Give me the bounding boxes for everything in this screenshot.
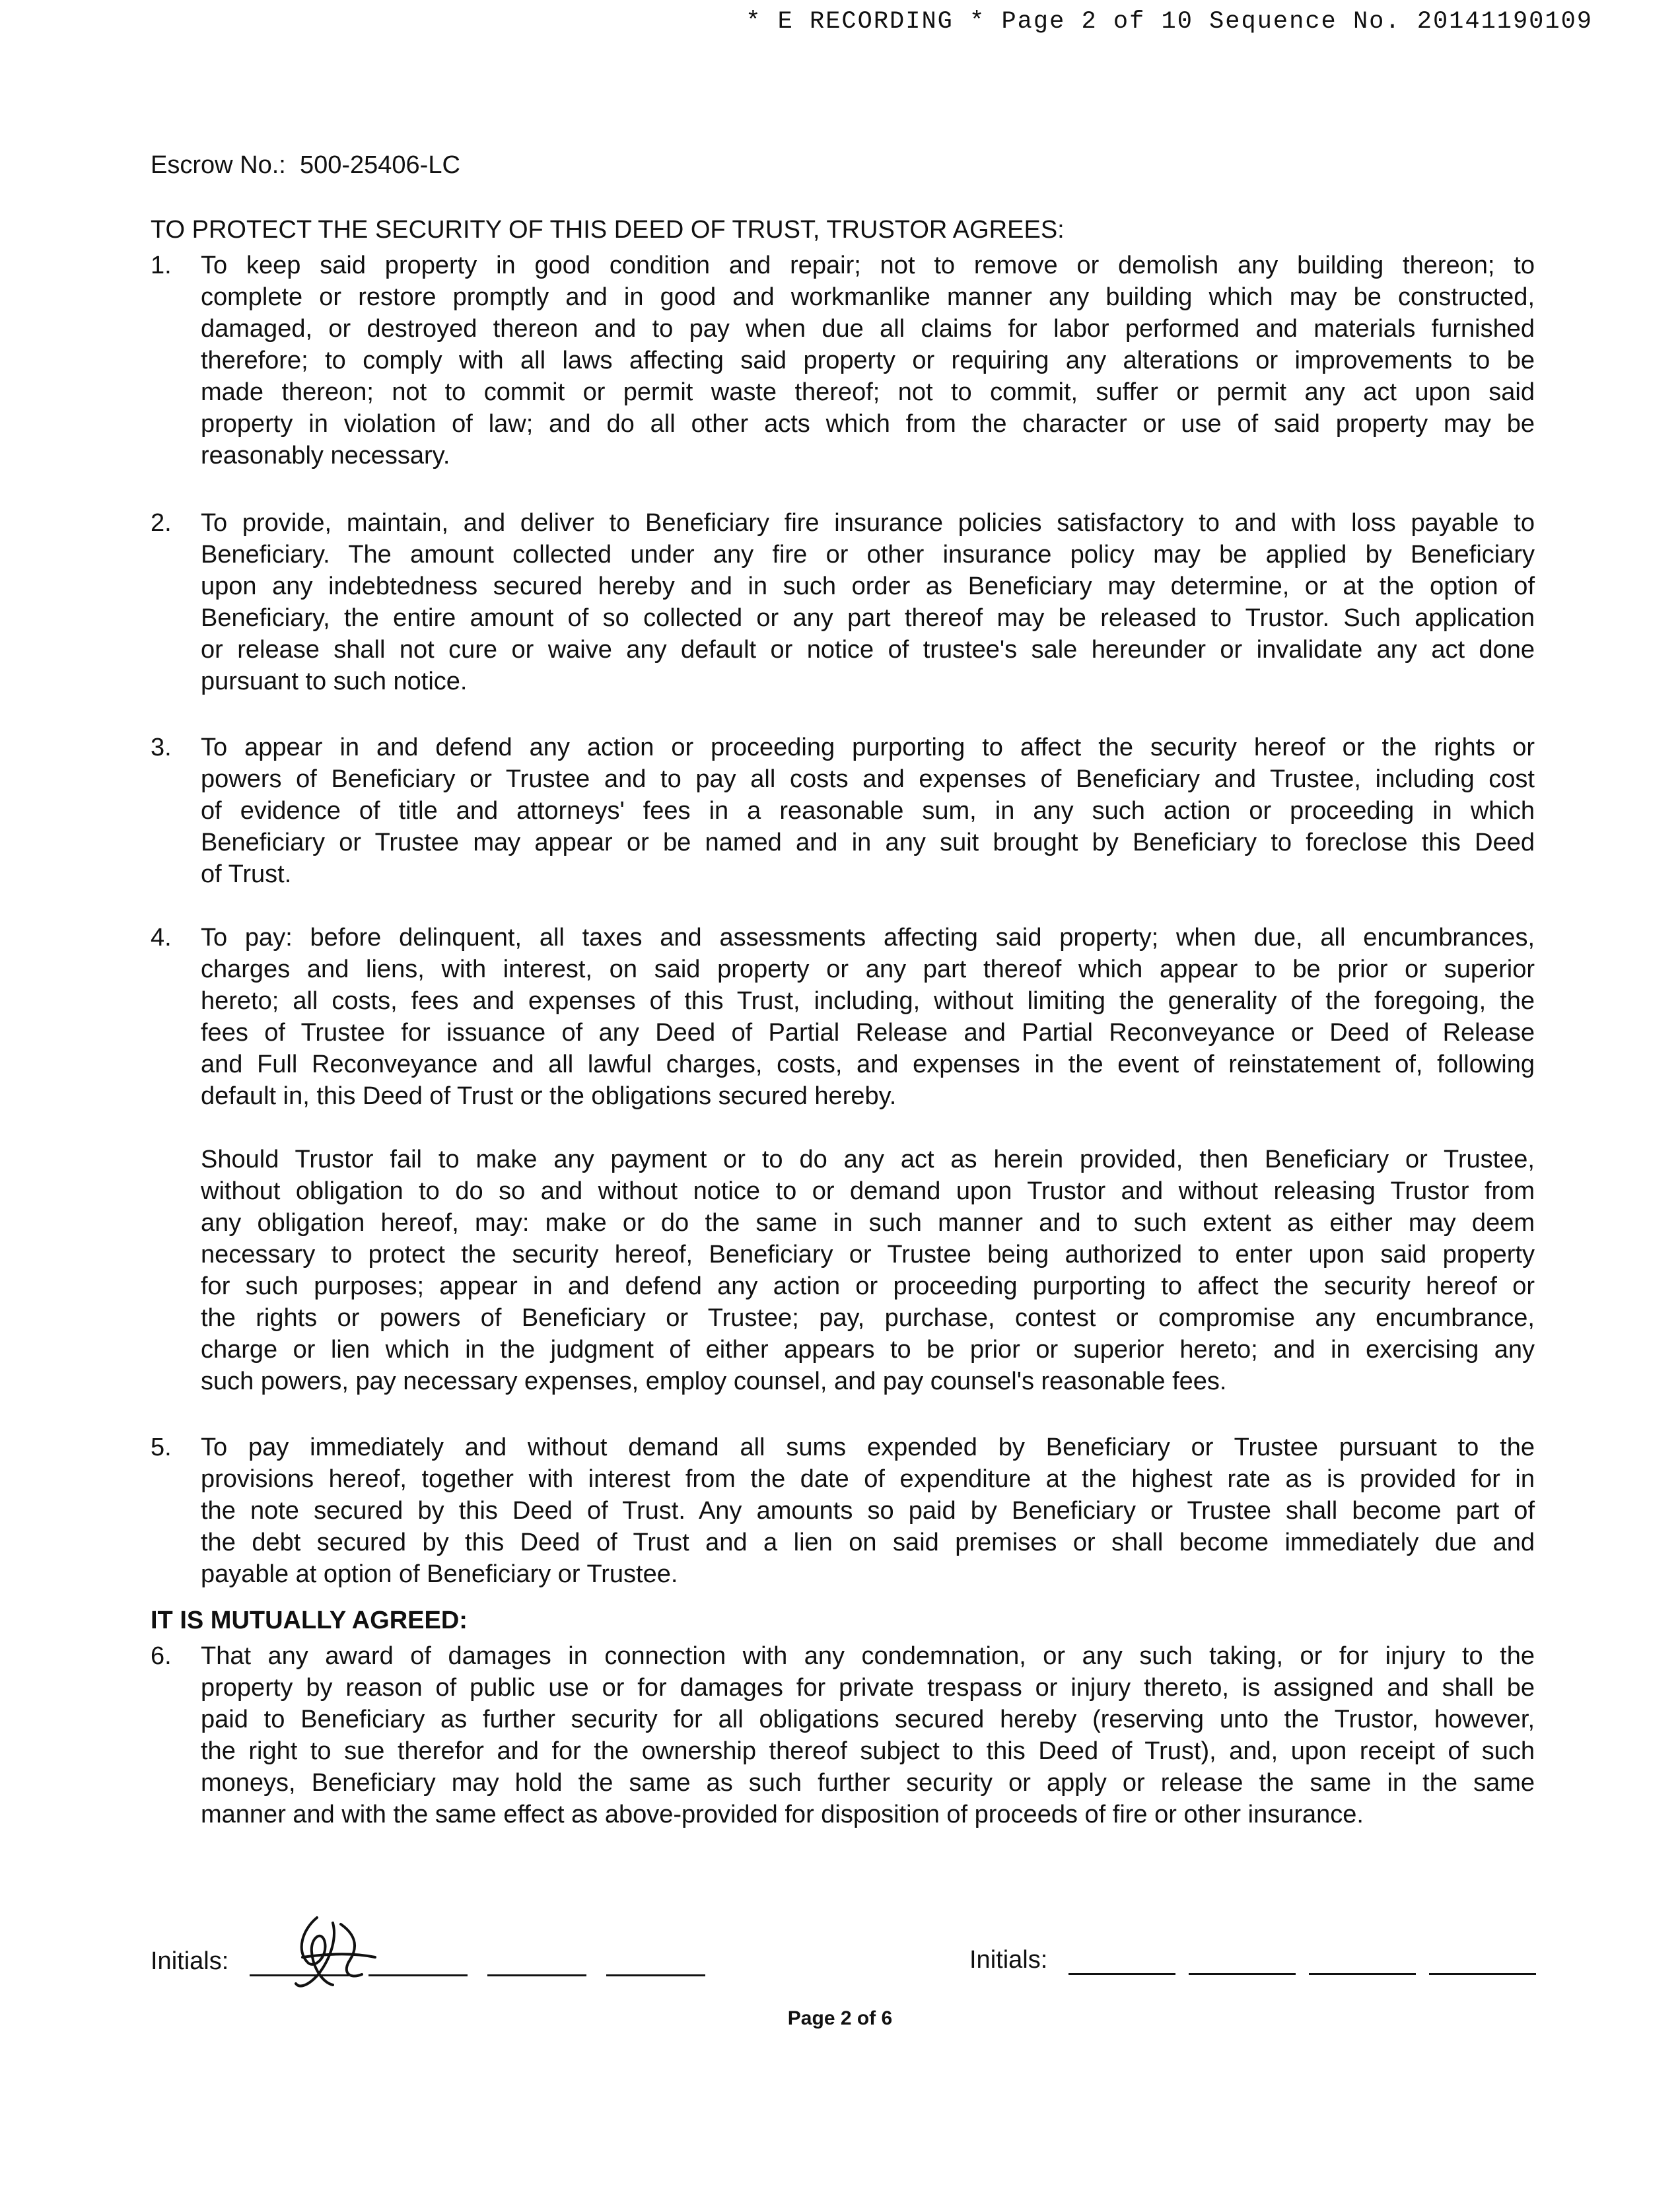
item-line: the rights or powers of Beneficiary or Trustee; pay, purchase, contest or compromise any encumbrance,: [201, 1304, 1535, 1332]
item-number: 2.: [151, 509, 172, 537]
item-line: charge or lien which in the judgment of either appears to be prior or superior hereto; and in exercising any: [201, 1336, 1535, 1364]
initials-blank-right-3[interactable]: [1309, 1973, 1416, 1975]
item-line: Beneficiary. The amount collected under any fire or other insurance policy may be applied by Beneficiary: [201, 541, 1535, 569]
escrow-number-line: [151, 149, 460, 181]
item-line: fees of Trustee for issuance of any Deed of Partial Release and Partial Reconveyance or Deed of Release: [201, 1019, 1535, 1047]
initials-label-right: Initials:: [969, 1946, 1048, 1974]
item-number: 6.: [151, 1642, 172, 1670]
escrow-label: Escrow No.:: [151, 151, 286, 179]
item-line: Should Trustor fail to make any payment or to do any act as herein provided, then Beneficiary or Trustee,: [201, 1146, 1535, 1173]
item-line: That any award of damages in connection with any condemnation, or any such taking, or for injury to the: [201, 1642, 1535, 1670]
initials-blank-left-4[interactable]: [606, 1974, 705, 1976]
initials-blank-right-4[interactable]: [1429, 1973, 1536, 1975]
item-line: complete or restore promptly and in good and workmanlike manner any building which may be constructed,: [201, 283, 1535, 311]
recording-header: * E RECORDING * Page 2 of 10 Sequence No. 20141190109: [746, 8, 1593, 36]
item-paragraph: [201, 1640, 1535, 1830]
item-line: made thereon; not to commit or permit waste thereof; not to commit, suffer or permit any act upon said: [201, 378, 1535, 406]
item-number: 3.: [151, 734, 172, 761]
item-line: paid to Beneficiary as further security for all obligations secured hereby (reserving unto the Trustor, however,: [201, 1706, 1535, 1733]
item-line: Beneficiary or Trustee may appear or be named and in any suit brought by Beneficiary to foreclose this Deed: [201, 829, 1535, 856]
item-line: of Trust.: [201, 860, 292, 888]
item-line: damaged, or destroyed thereon and to pay when due all claims for labor performed and materials furnished: [201, 315, 1535, 343]
item-line: and Full Reconveyance and all lawful charges, costs, and expenses in the event of reinstatement of, following: [201, 1051, 1535, 1078]
item-line: without obligation to do so and without notice to or demand upon Trustor and without releasing Trustor from: [201, 1177, 1535, 1205]
item-line: charges and liens, with interest, on said property or any part thereof which appear to be prior or superior: [201, 955, 1535, 983]
item-line: property in violation of law; and do all other acts which from the character or use of said property may be: [201, 410, 1535, 438]
item-line: manner and with the same effect as above-provided for disposition of proceeds of fire or other insurance.: [201, 1801, 1364, 1828]
item-line: for such purposes; appear in and defend any action or proceeding purporting to affect the security hereof or: [201, 1272, 1535, 1300]
item-line: To pay immediately and without demand all sums expended by Beneficiary or Trustee pursuant to the: [201, 1434, 1535, 1461]
handwritten-initials-signature: [276, 1911, 388, 1997]
item-line: To pay: before delinquent, all taxes and assessments affecting said property; when due, all encumbrances,: [201, 924, 1535, 952]
item-line: necessary to protect the security hereof, Beneficiary or Trustee being authorized to enter upon said property: [201, 1241, 1535, 1268]
initials-blank-right-1[interactable]: [1068, 1973, 1175, 1975]
agreement-lead: TO PROTECT THE SECURITY OF THIS DEED OF TRUST, TRUSTOR AGREES:: [151, 216, 1065, 244]
item-line: payable at option of Beneficiary or Trustee.: [201, 1560, 678, 1588]
item-line: default in, this Deed of Trust or the obligations secured hereby.: [201, 1082, 897, 1110]
item-line: therefore; to comply with all laws affecting said property or requiring any alterations or improvements to be: [201, 347, 1535, 374]
item-line: provisions hereof, together with interest from the date of expenditure at the highest rate as is provided for in: [201, 1465, 1535, 1493]
item-line: pursuant to such notice.: [201, 668, 468, 695]
item-line: any obligation hereof, may: make or do the same in such manner and to such extent as either may deem: [201, 1209, 1535, 1237]
item-line: the debt secured by this Deed of Trust and a lien on said premises or shall become immediately due and: [201, 1529, 1535, 1556]
item-line: reasonably necessary.: [201, 442, 450, 469]
item-line: hereto; all costs, fees and expenses of this Trust, including, without limiting the generality of the foregoing, the: [201, 987, 1535, 1015]
item-paragraph: [201, 1432, 1535, 1590]
item-line: To provide, maintain, and deliver to Beneficiary fire insurance policies satisfactory to and with loss payable to: [201, 509, 1535, 537]
item-line: the note secured by this Deed of Trust. Any amounts so paid by Beneficiary or Trustee shall become part of: [201, 1497, 1535, 1525]
item-4-continuation: [201, 1144, 1535, 1397]
item-paragraph: [201, 732, 1535, 890]
mutual-heading: IT IS MUTUALLY AGREED:: [151, 1607, 468, 1634]
item-number: 1.: [151, 252, 172, 279]
item-number: 5.: [151, 1434, 172, 1461]
item-line: To keep said property in good condition and repair; not to remove or demolish any building thereon; to: [201, 252, 1535, 279]
item-paragraph: [201, 507, 1535, 697]
item-line: property by reason of public use or for damages for private trespass or injury thereto, is assigned and shall be: [201, 1674, 1535, 1702]
item-line: of evidence of title and attorneys' fees in a reasonable sum, in any such action or proceeding in which: [201, 797, 1535, 825]
item-paragraph: [201, 250, 1535, 471]
initials-blank-left-3[interactable]: [487, 1974, 586, 1976]
item-line: moneys, Beneficiary may hold the same as such further security or apply or release the same in the same: [201, 1769, 1535, 1797]
escrow-number: 500-25406-LC: [299, 151, 460, 179]
item-number: 4.: [151, 924, 172, 952]
item-line: To appear in and defend any action or proceeding purporting to affect the security hereof or the rights or: [201, 734, 1535, 761]
item-line: upon any indebtedness secured hereby and in such order as Beneficiary may determine, or at the option of: [201, 573, 1535, 600]
item-line: such powers, pay necessary expenses, employ counsel, and pay counsel's reasonable fees.: [201, 1368, 1227, 1395]
item-line: or release shall not cure or waive any default or notice of trustee's sale hereunder or invalidate any act done: [201, 636, 1535, 664]
item-line: Beneficiary, the entire amount of so collected or any part thereof may be released to Trustor. Such application: [201, 604, 1535, 632]
item-line: powers of Beneficiary or Trustee and to pay all costs and expenses of Beneficiary and Trustee, including cost: [201, 765, 1535, 793]
item-line: the right to sue therefor and for the ownership thereof subject to this Deed of Trust), and, upon receipt of such: [201, 1737, 1535, 1765]
item-paragraph: [201, 922, 1535, 1112]
initials-blank-right-2[interactable]: [1189, 1973, 1296, 1975]
page-number-footer: Page 2 of 6: [787, 2007, 893, 2029]
initials-label-left: Initials:: [151, 1947, 229, 1975]
